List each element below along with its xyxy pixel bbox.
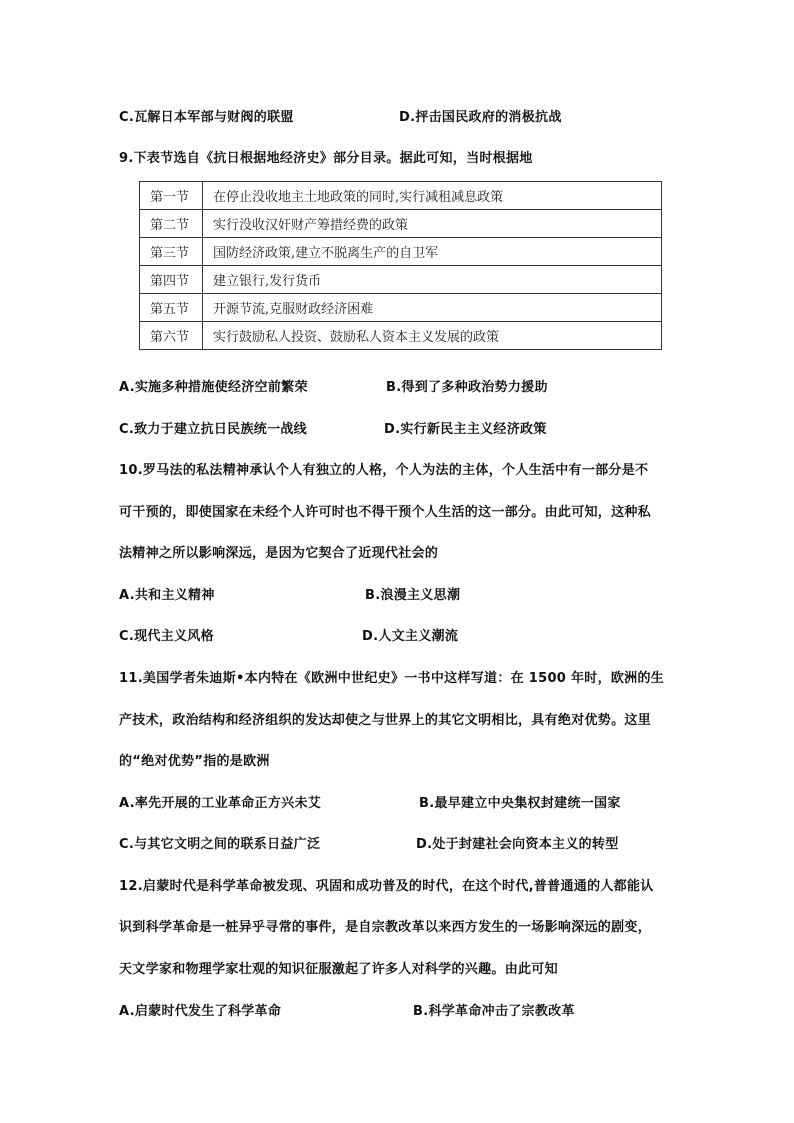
q11-option-a: A.率先开展的工业革命正方兴未艾 — [119, 796, 322, 811]
q8-option-c: C.瓦解日本军部与财阀的联盟 — [119, 110, 294, 125]
section-number: 第一节 — [140, 182, 203, 210]
section-number: 第四节 — [140, 266, 203, 294]
table-row — [140, 182, 662, 210]
section-title: 实行没收汉奸财产筹措经费的政策 — [203, 210, 662, 238]
section-number: 第三节 — [140, 238, 203, 266]
q11-stem-line-3: 的“绝对优势”指的是欧洲 — [119, 754, 270, 769]
q10-option-b: B.浪漫主义思潮 — [365, 588, 461, 603]
q10-option-d: D.人文主义潮流 — [362, 629, 459, 644]
q10-stem-line-1: 10.罗马法的私法精神承认个人有独立的人格，个人为法的主体，个人生活中有一部分是不 — [119, 463, 649, 478]
section-number: 第五节 — [140, 294, 203, 322]
section-title: 国防经济政策,建立不脱离生产的自卫军 — [203, 238, 662, 266]
q9-table-of-contents — [139, 181, 662, 350]
section-title: 开源节流,克服财政经济困难 — [203, 294, 662, 322]
table-row — [140, 266, 662, 294]
q12-stem-line-1: 12.启蒙时代是科学革命被发现、巩固和成功普及的时代，在这个时代,普普通通的人都能认 — [119, 879, 654, 894]
q9-option-c: C.致力于建立抗日民族统一战线 — [119, 422, 307, 437]
q12-stem-line-2: 识到科学革命是一桩异乎寻常的事件，是自宗教改革以来西方发生的一场影响深远的剧变， — [119, 920, 652, 935]
table-row — [140, 238, 662, 266]
q11-option-b: B.最早建立中央集权封建统一国家 — [419, 796, 621, 811]
q10-option-c: C.现代主义风格 — [119, 629, 214, 644]
q11-option-d: D.处于封建社会向资本主义的转型 — [416, 837, 619, 852]
table-row — [140, 322, 662, 350]
section-title: 实行鼓励私人投资、鼓励私人资本主义发展的政策 — [203, 322, 662, 350]
q10-option-a: A.共和主义精神 — [119, 588, 215, 603]
q9-option-d: D.实行新民主主义经济政策 — [384, 422, 547, 437]
section-title: 在停止没收地主土地政策的同时,实行减租减息政策 — [203, 182, 662, 210]
q11-stem-line-1: 11.美国学者朱迪斯•本内特在《欧洲中世纪史》一书中这样写道：在 1500 年时，欧洲的生 — [119, 671, 665, 686]
q12-option-a: A.启蒙时代发生了科学革命 — [119, 1004, 282, 1019]
q11-option-c: C.与其它文明之间的联系日益广泛 — [119, 837, 321, 852]
section-title: 建立银行,发行货币 — [203, 266, 662, 294]
q12-stem-line-3: 天文学家和物理学家壮观的知识征服激起了许多人对科学的兴趣。由此可知 — [119, 962, 558, 977]
q10-stem-line-2: 可干预的，即使国家在未经个人许可时也不得干预个人生活的这一部分。由此可知，这种私 — [119, 505, 652, 520]
q10-stem-line-3: 法精神之所以影响深远，是因为它契合了近现代社会的 — [119, 546, 439, 561]
q8-option-d: D.抨击国民政府的消极抗战 — [399, 110, 562, 125]
table-row — [140, 210, 662, 238]
q9-option-a: A.实施多种措施使经济空前繁荣 — [119, 380, 308, 395]
q9-stem: 9.下表节选自《抗日根据地经济史》部分目录。据此可知，当时根据地 — [119, 151, 533, 166]
table-row — [140, 294, 662, 322]
section-number: 第二节 — [140, 210, 203, 238]
section-number: 第六节 — [140, 322, 203, 350]
q11-stem-line-2: 产技术，政治结构和经济组织的发达却使之与世界上的其它文明相比，具有绝对优势。这里 — [119, 713, 652, 728]
q9-option-b: B.得到了多种政治势力援助 — [386, 380, 548, 395]
q12-option-b: B.科学革命冲击了宗教改革 — [413, 1004, 575, 1019]
